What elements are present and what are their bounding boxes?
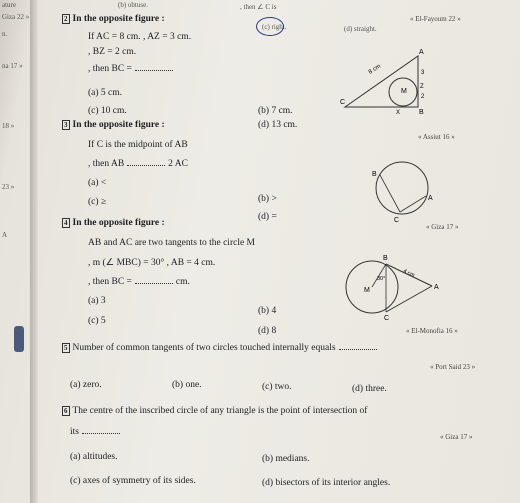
- source-tag: « El-Monofia 16 »: [406, 327, 458, 335]
- source-tag: « Giza 17 »: [426, 223, 459, 231]
- prev-option-c: (c) right.: [262, 23, 287, 31]
- source-tag: « Port Said 23 »: [430, 363, 476, 371]
- question-4-ask: , then BC = cm.: [88, 277, 190, 287]
- margin-text: ature: [2, 1, 16, 9]
- option-c: (c) axes of symmetry of its sides.: [70, 476, 196, 486]
- fig-label-C: C: [384, 315, 390, 322]
- option-b: (b) one.: [172, 380, 202, 390]
- fig-label-A: A: [434, 284, 439, 291]
- option-a: (a) zero.: [70, 380, 102, 390]
- fig-label-A: A: [428, 195, 433, 202]
- fig-label-M: M: [401, 88, 407, 95]
- fig-label-Z: Z: [420, 84, 424, 90]
- option-a: (a) 5 cm.: [88, 88, 123, 98]
- option-b: (b) >: [258, 194, 277, 204]
- margin-text: 18 »: [2, 122, 15, 130]
- question-2-given: , BZ = 2 cm.: [88, 47, 137, 57]
- question-4-title: 4 In the opposite figure :: [64, 218, 165, 228]
- option-c: (c) ≥: [88, 197, 107, 207]
- option-a: (a) <: [88, 178, 107, 188]
- prev-question-text: , then ∠ C is: [240, 3, 277, 11]
- question-4-given: AB and AC are two tangents to the circle M: [88, 238, 256, 248]
- question-6-its: its: [70, 426, 123, 438]
- option-b: (b) medians.: [262, 454, 310, 464]
- fig-label-length: 4 cm: [402, 268, 416, 279]
- question-number: 5: [64, 344, 68, 352]
- question-3-given: If C is the midpoint of AB: [88, 140, 188, 150]
- fig-label-X: X: [396, 110, 401, 116]
- option-b: (b) 7 cm.: [258, 106, 293, 116]
- margin-text: A: [2, 231, 8, 239]
- question-2-title: 2 In the opposite figure :: [64, 14, 165, 24]
- fig-label-B: B: [419, 109, 424, 116]
- margin-text: Giza 22 »: [2, 13, 30, 21]
- option-d: (d) 13 cm.: [258, 120, 298, 130]
- question-3-title: 3 In the opposite figure :: [64, 120, 165, 130]
- question-4-given: , m (∠ MBC) = 30° , AB = 4 cm.: [88, 258, 216, 268]
- option-d: (d) 8: [258, 326, 277, 336]
- fig-label-C: C: [340, 99, 346, 106]
- option-c: (c) 5: [88, 316, 106, 326]
- question-3-ask: , then AB 2 AC: [88, 159, 188, 169]
- margin-text: n.: [2, 30, 8, 38]
- fig-label-B: B: [383, 255, 388, 262]
- fig-label-M: M: [364, 287, 370, 294]
- fig-label-length: 3: [421, 70, 425, 76]
- question-6-text: 6 The centre of the inscribed circle of any triangle is the point of intersection of: [64, 406, 368, 416]
- option-d: (d) =: [258, 212, 277, 222]
- option-d: (d) bisectors of its interior angles.: [262, 478, 391, 488]
- fig-label-A: A: [419, 49, 424, 56]
- source-tag: « Giza 17 »: [440, 433, 473, 441]
- source-tag: « El-Fayoum 22 »: [410, 15, 461, 23]
- option-c: (c) 10 cm.: [88, 106, 127, 116]
- prev-option-d: (d) straight.: [344, 25, 377, 33]
- source-tag: « Assiut 16 »: [418, 133, 455, 141]
- question-number: 6: [64, 407, 68, 415]
- option-a: (a) altitudes.: [70, 452, 118, 462]
- margin-text: na 17 »: [2, 62, 23, 70]
- fig-label-length: 8 cm: [367, 63, 383, 76]
- question-number: 2: [64, 15, 68, 23]
- option-d: (d) three.: [352, 384, 387, 394]
- question-5-text: 5 Number of common tangents of two circles touched internally equals: [62, 342, 380, 354]
- question-number: 4: [64, 219, 68, 227]
- option-b: (b) 4: [258, 306, 277, 316]
- fig-label-B: B: [372, 171, 377, 178]
- prev-option-b: (b) obtuse.: [118, 1, 148, 9]
- option-a: (a) 3: [88, 296, 106, 306]
- question-2-given: If AC = 8 cm. , AZ = 3 cm.: [88, 32, 192, 42]
- margin-text: 23 »: [2, 183, 15, 191]
- question-number: 3: [64, 121, 68, 129]
- fig-label-angle: 30°: [377, 276, 386, 282]
- option-c: (c) two.: [262, 382, 292, 392]
- question-2-ask: , then BC =: [88, 63, 176, 75]
- fig-label-length: 2: [421, 94, 425, 100]
- fig-label-C: C: [394, 217, 400, 224]
